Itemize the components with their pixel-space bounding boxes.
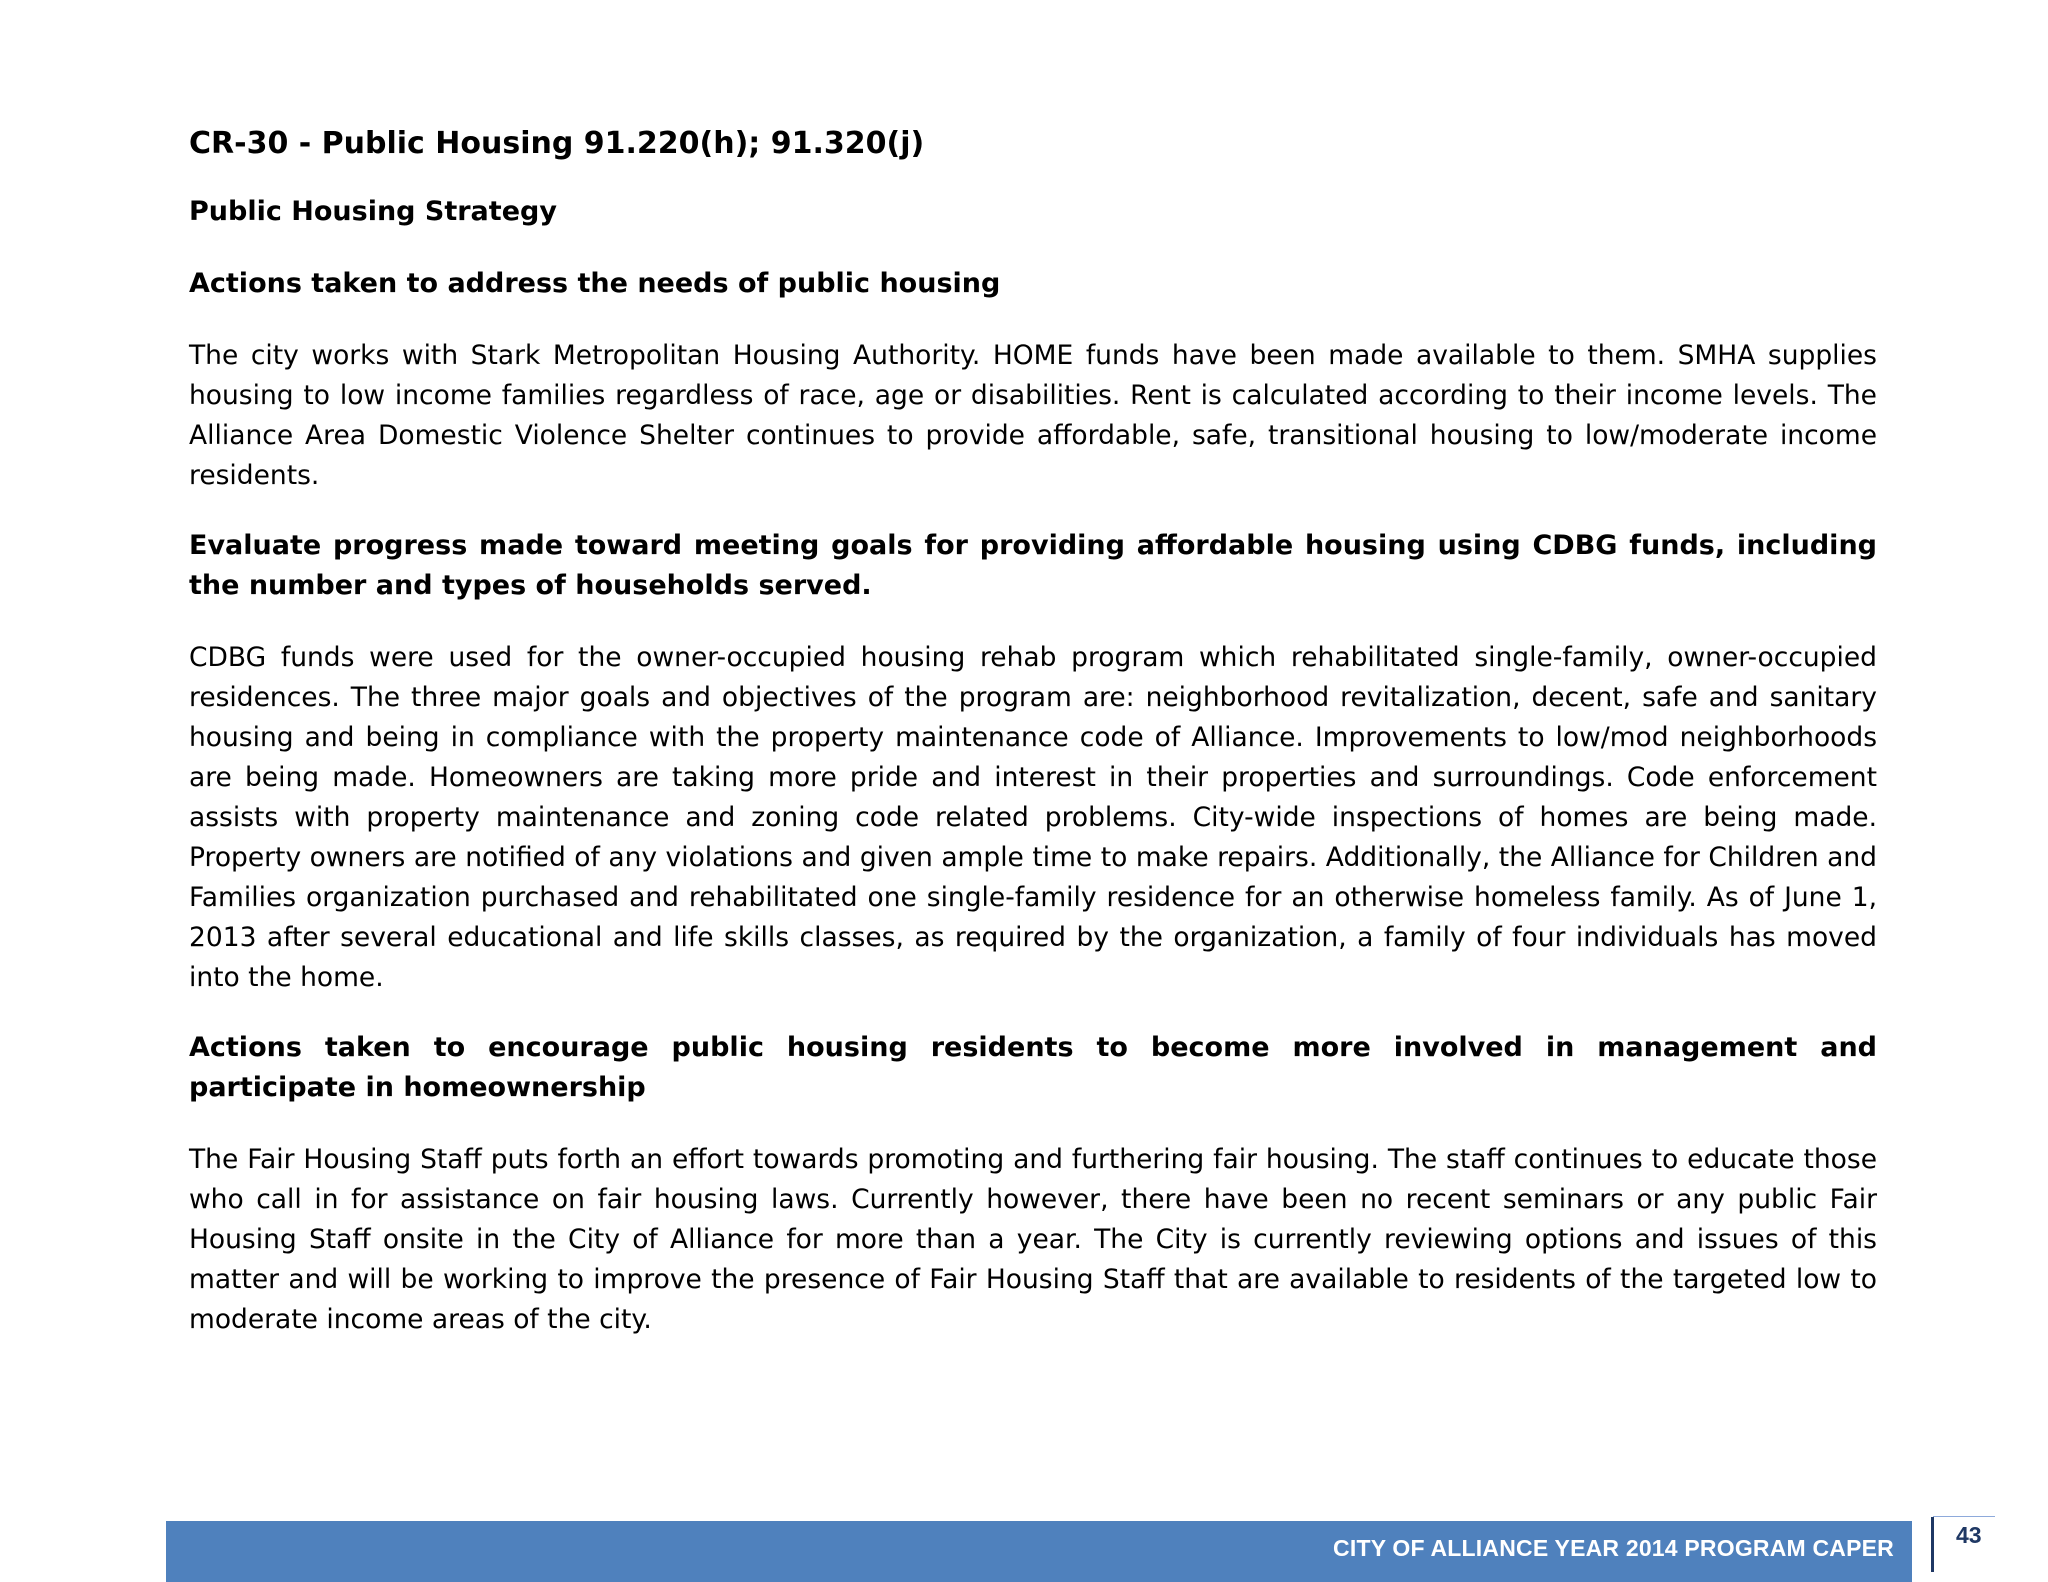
involvement-heading: Actions taken to encourage public housing residents to become more involved in management and participate in homeownership [189, 1032, 1877, 1103]
needs-heading: Actions taken to address the needs of public housing [189, 268, 1001, 299]
document-body [189, 124, 1877, 1370]
section-title: CR-30 - Public Housing 91.220(h); 91.320(j) [189, 126, 925, 161]
page-number-divider [1931, 1517, 1934, 1572]
page-number: 43 [1956, 1522, 1982, 1548]
footer-bar [166, 1521, 1912, 1582]
involvement-paragraph: The Fair Housing Staff puts forth an effort towards promoting and furthering fair housing. The staff continues to educate those who call in for assistance on fair housing laws. Currently however, there have been no recent seminars or any public Fair Housing Staff onsite in the City of Alliance for more than a year. The City is currently reviewing options and issues of this matter and will be working to improve the presence of Fair Housing Staff that are available to residents of the targeted low to moderate income areas of the city. [189, 1144, 1877, 1335]
page-number-top-rule [1933, 1516, 1995, 1517]
progress-heading: Evaluate progress made toward meeting goals for providing affordable housing using CDBG funds, including the number and types of households served. [189, 530, 1877, 601]
strategy-heading: Public Housing Strategy [189, 196, 557, 227]
footer-title: CITY OF ALLIANCE YEAR 2014 PROGRAM CAPER [1333, 1535, 1894, 1561]
progress-paragraph: CDBG funds were used for the owner-occupied housing rehab program which rehabilitated single-family, owner-occupied residences. The three major goals and objectives of the program are: neighborhood revitalization, decent, safe and sanitary housing and being in compliance with the property maintenance code of Alliance. Improvements to low/mod neighborhoods are being made. Homeowners are taking more pride and interest in their properties and surroundings. Code enforcement assists with property maintenance and zoning code related problems. City-wide inspections of homes are being made. Property owners are notified of any violations and given ample time to make repairs. Additionally, the Alliance for Children and Families organization purchased and rehabilitated one single-family residence for an otherwise homeless family. As of June 1, 2013 after several educational and life skills classes, as required by the organization, a family of four individuals has moved into the home. [189, 642, 1877, 993]
needs-paragraph: The city works with Stark Metropolitan Housing Authority. HOME funds have been made available to them. SMHA supplies housing to low income families regardless of race, age or disabilities. Rent is calculated according to their income levels. The Alliance Area Domestic Violence Shelter continues to provide affordable, safe, transitional housing to low/moderate income residents. [189, 340, 1877, 491]
